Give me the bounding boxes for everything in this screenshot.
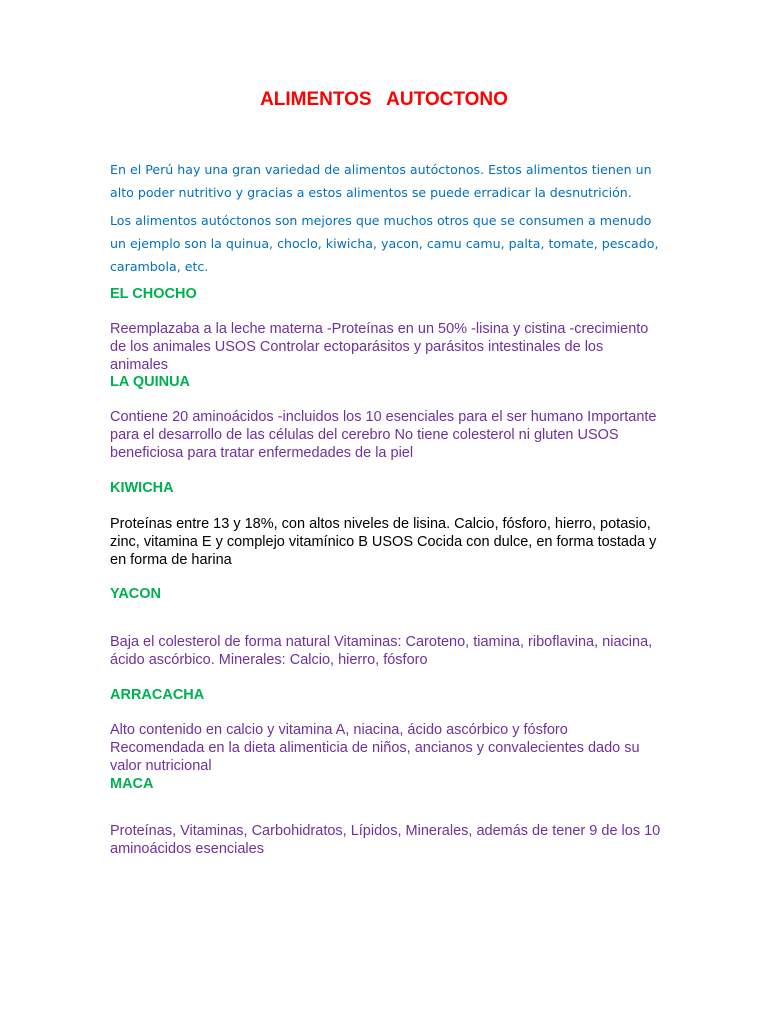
section-text-kiwicha: Proteínas entre 13 y 18%, con altos niveles de lisina. Calcio, fósforo, hierro, potasio, zinc, vitamina E y complejo vitamínico B USOS Cocida con dulce, en forma tostada y en forma de harina xyxy=(110,516,657,568)
section-heading-quinua: LA QUINUA xyxy=(110,374,191,390)
section-text-maca: Proteínas, Vitaminas, Carbohidratos, Lípidos, Minerales, además de tener 9 de los 10 aminoácidos esenciales xyxy=(110,823,661,857)
section-text-quinua: Contiene 20 aminoácidos -incluidos los 10 esenciales para el ser humano Importante para el desarrollo de las células del cerebro No tiene colesterol ni gluten USOS beneficiosa para tratar enfermedades de la piel xyxy=(110,409,657,461)
intro-paragraph-2: Los alimentos autóctonos son mejores que muchos otros que se consumen a menudo un ejemplo son la quinua, choclo, kiwicha, yacon, camu camu, palta, tomate, pescado, carambola, etc. xyxy=(110,213,659,274)
section-heading-arracacha: ARRACACHA xyxy=(110,687,205,703)
section-text-chocho: Reemplazaba a la leche materna -Proteínas en un 50% -lisina y cistina -crecimiento de los animales USOS Controlar ectoparásitos y parásitos intestinales de los animales xyxy=(110,321,649,373)
section-heading-maca: MACA xyxy=(110,776,154,792)
section-heading-yacon: YACON xyxy=(110,586,162,602)
intro-paragraph-1: En el Perú hay una gran variedad de alimentos autóctonos. Estos alimentos tienen un alto poder nutritivo y gracias a estos alimentos se puede erradicar la desnutrición. xyxy=(110,162,652,200)
section-heading-kiwicha: KIWICHA xyxy=(110,480,174,496)
section-text-arracacha: Alto contenido en calcio y vitamina A, niacina, ácido ascórbico y fósforo Recomendada en la dieta alimenticia de niños, ancianos y convalecientes dado su valor nutricional xyxy=(110,722,640,774)
page-title: ALIMENTOS AUTOCTONO xyxy=(260,89,508,110)
section-text-yacon: Baja el colesterol de forma natural Vitaminas: Caroteno, tiamina, riboflavina, niacina, ácido ascórbico. Minerales: Calcio, hierro, fósforo xyxy=(110,634,653,668)
section-heading-chocho: EL CHOCHO xyxy=(110,286,197,302)
